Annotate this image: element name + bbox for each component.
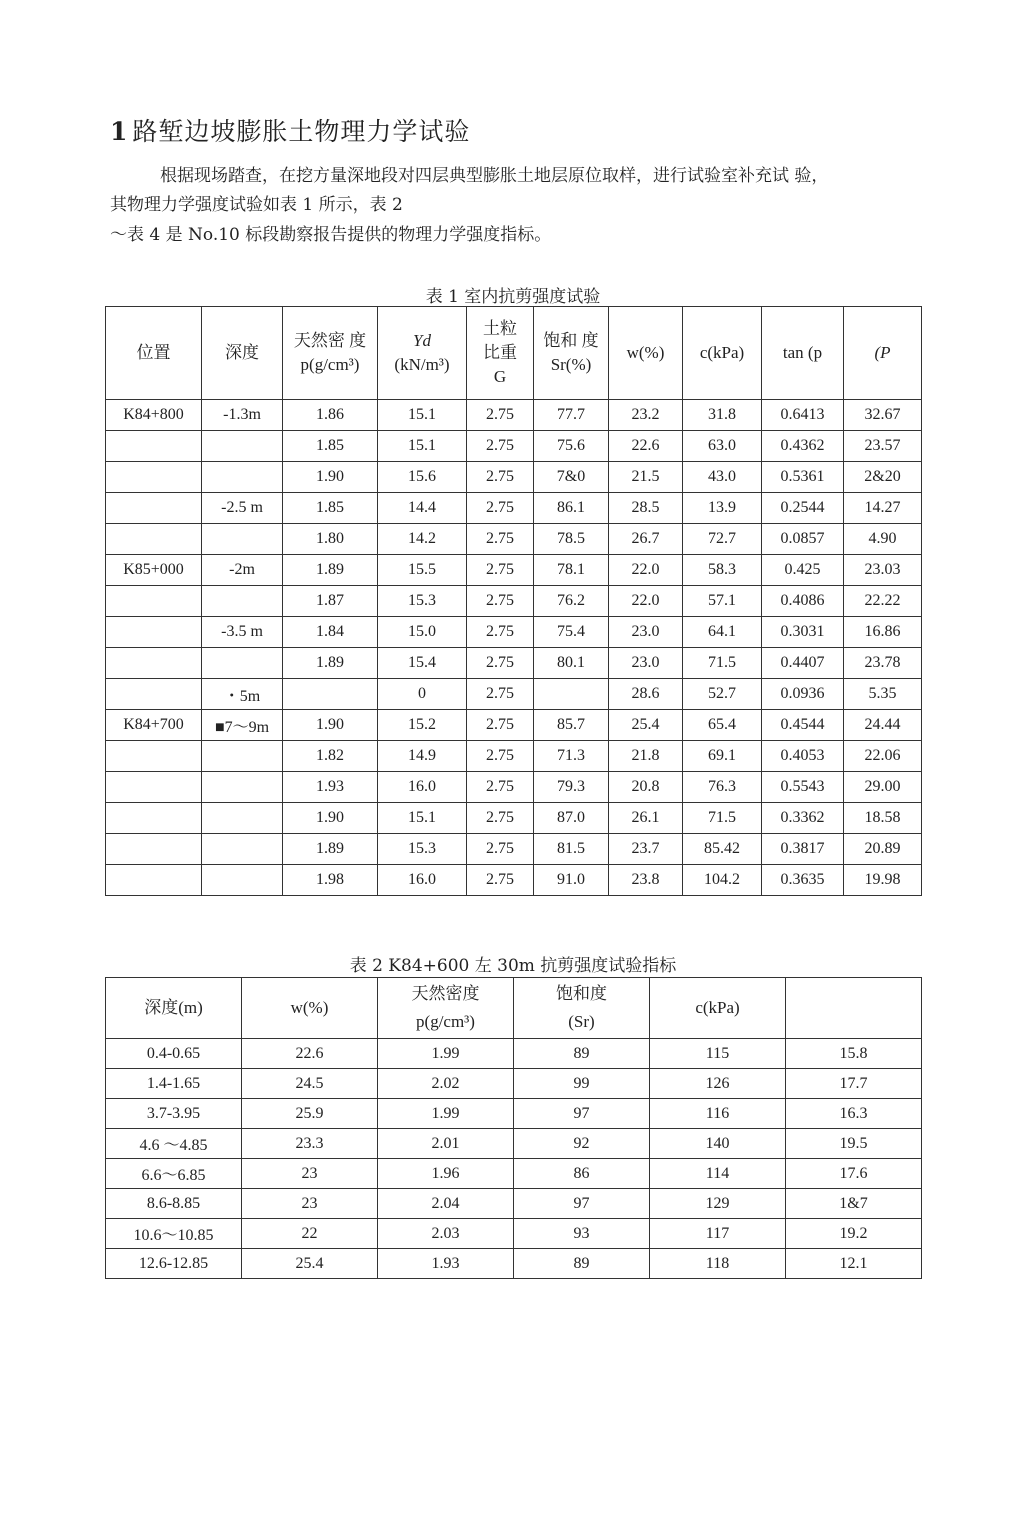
table1-cell: 15.6 bbox=[378, 462, 467, 493]
table1-cell: 2.75 bbox=[467, 555, 534, 586]
table1-cell: 7&0 bbox=[534, 462, 609, 493]
table1-cell: 104.2 bbox=[683, 865, 762, 896]
table1-cell: 28.5 bbox=[609, 493, 683, 524]
table1-cell: 87.0 bbox=[534, 803, 609, 834]
table1-cell: 0.5543 bbox=[762, 772, 844, 803]
table2-cell: 3.7-3.95 bbox=[106, 1099, 242, 1129]
table1-cell: 15.2 bbox=[378, 710, 467, 741]
table1-cell bbox=[106, 679, 202, 710]
table1-cell: 91.0 bbox=[534, 865, 609, 896]
table1-cell: 23.03 bbox=[844, 555, 922, 586]
table1-header-cell: 天然密 度 p(g/cm³) bbox=[283, 307, 378, 400]
table1-row bbox=[106, 400, 922, 431]
table1-caption: 表 1 室内抗剪强度试验 bbox=[425, 287, 601, 307]
table1-cell: -1.3m bbox=[202, 400, 283, 431]
table1-cell bbox=[202, 803, 283, 834]
table2-cell: 89 bbox=[514, 1039, 650, 1069]
table1-cell: 23.0 bbox=[609, 648, 683, 679]
table2-cell: 19.5 bbox=[786, 1129, 922, 1159]
table1-cell: 23.78 bbox=[844, 648, 922, 679]
table2-cell: 126 bbox=[650, 1069, 786, 1099]
table2-cell: 89 bbox=[514, 1249, 650, 1279]
table2-row bbox=[106, 1129, 922, 1159]
table1-row bbox=[106, 834, 922, 865]
table1-cell: 15.5 bbox=[378, 555, 467, 586]
table1-cell: 1.85 bbox=[283, 493, 378, 524]
section-number: 1 bbox=[110, 117, 129, 146]
table1-cell: 0.0857 bbox=[762, 524, 844, 555]
paragraph-line-2: 其物理力学强度试验如表 1 所示，表 2 bbox=[110, 195, 403, 215]
table1-cell: 16.86 bbox=[844, 617, 922, 648]
table1-row bbox=[106, 617, 922, 648]
table2-header-cell: 天然密度 p(g/cm³) bbox=[378, 978, 514, 1039]
table1-cell bbox=[106, 431, 202, 462]
table1-cell: 22.06 bbox=[844, 741, 922, 772]
table1-row bbox=[106, 493, 922, 524]
table1-cell: K85+000 bbox=[106, 555, 202, 586]
table1-cell: 4.90 bbox=[844, 524, 922, 555]
table1-cell: 15.4 bbox=[378, 648, 467, 679]
table1-cell bbox=[106, 772, 202, 803]
table1-cell: 19.98 bbox=[844, 865, 922, 896]
table2-header-cell: 饱和度 (Sr) bbox=[514, 978, 650, 1039]
table2-cell: 1.93 bbox=[378, 1249, 514, 1279]
table1-cell: 1.84 bbox=[283, 617, 378, 648]
table1-cell bbox=[106, 834, 202, 865]
table1-cell: 1.93 bbox=[283, 772, 378, 803]
table1-cell bbox=[202, 865, 283, 896]
table1-cell: 2.75 bbox=[467, 617, 534, 648]
table1-row bbox=[106, 586, 922, 617]
table1-cell: 0.4407 bbox=[762, 648, 844, 679]
table2-cell: 1&7 bbox=[786, 1189, 922, 1219]
table2-cell: 25.4 bbox=[242, 1249, 378, 1279]
table1-cell: 2.75 bbox=[467, 741, 534, 772]
table1-cell: 20.8 bbox=[609, 772, 683, 803]
table1-cell: 77.7 bbox=[534, 400, 609, 431]
table1-cell bbox=[106, 741, 202, 772]
table1-cell: 63.0 bbox=[683, 431, 762, 462]
table1-cell: -3.5 m bbox=[202, 617, 283, 648]
table2-cell: 86 bbox=[514, 1159, 650, 1189]
table1-cell: 14.4 bbox=[378, 493, 467, 524]
table1-cell bbox=[106, 524, 202, 555]
table1-cell: 78.1 bbox=[534, 555, 609, 586]
table2-header-row bbox=[106, 978, 922, 1039]
table1-cell: 15.0 bbox=[378, 617, 467, 648]
table1-cell: 65.4 bbox=[683, 710, 762, 741]
table1-cell: 76.2 bbox=[534, 586, 609, 617]
table1-cell: 1.85 bbox=[283, 431, 378, 462]
table2-cell: 129 bbox=[650, 1189, 786, 1219]
table1-header-cell: 位置 bbox=[106, 307, 202, 400]
table2-cell: 24.5 bbox=[242, 1069, 378, 1099]
table1-cell: 1.89 bbox=[283, 648, 378, 679]
table1-cell: 22.22 bbox=[844, 586, 922, 617]
table2-row bbox=[106, 1219, 922, 1249]
table1-cell: 71.5 bbox=[683, 648, 762, 679]
table2-cell: 22 bbox=[242, 1219, 378, 1249]
table2-cell: 8.6-8.85 bbox=[106, 1189, 242, 1219]
table1-cell: 78.5 bbox=[534, 524, 609, 555]
table1-cell: 1.86 bbox=[283, 400, 378, 431]
table1-cell bbox=[106, 865, 202, 896]
table2-cell: 6.6～6.85 bbox=[106, 1159, 242, 1189]
table1-cell: 1.89 bbox=[283, 555, 378, 586]
table1-cell: 43.0 bbox=[683, 462, 762, 493]
table1-cell: 75.6 bbox=[534, 431, 609, 462]
table1-cell: 22.0 bbox=[609, 586, 683, 617]
table2-cell: 0.4-0.65 bbox=[106, 1039, 242, 1069]
table1-cell: 14.27 bbox=[844, 493, 922, 524]
table1-cell: 57.1 bbox=[683, 586, 762, 617]
table1-cell: 14.2 bbox=[378, 524, 467, 555]
table2-cell: 1.99 bbox=[378, 1039, 514, 1069]
table1-cell: 15.1 bbox=[378, 431, 467, 462]
table1-cell bbox=[106, 617, 202, 648]
table2-cell: 2.01 bbox=[378, 1129, 514, 1159]
table1-cell: 58.3 bbox=[683, 555, 762, 586]
table1-cell bbox=[202, 431, 283, 462]
table2-header-cell: w(%) bbox=[242, 978, 378, 1039]
table1-cell: 71.3 bbox=[534, 741, 609, 772]
table1-cell: 15.3 bbox=[378, 586, 467, 617]
table2-row bbox=[106, 1249, 922, 1279]
table1-row bbox=[106, 648, 922, 679]
table1-cell: 1.87 bbox=[283, 586, 378, 617]
table1-cell: 21.5 bbox=[609, 462, 683, 493]
table1-cell: 2.75 bbox=[467, 679, 534, 710]
table1-row bbox=[106, 555, 922, 586]
table2-cell: 15.8 bbox=[786, 1039, 922, 1069]
table1-cell: 23.0 bbox=[609, 617, 683, 648]
table1-cell: 1.89 bbox=[283, 834, 378, 865]
table2-cell: 19.2 bbox=[786, 1219, 922, 1249]
table2-cell: 22.6 bbox=[242, 1039, 378, 1069]
table1-cell bbox=[534, 679, 609, 710]
table1-cell: 80.1 bbox=[534, 648, 609, 679]
table1-cell bbox=[106, 648, 202, 679]
table2-cell: 23.3 bbox=[242, 1129, 378, 1159]
table1-cell bbox=[106, 493, 202, 524]
table1-cell: 75.4 bbox=[534, 617, 609, 648]
table1-cell: 21.8 bbox=[609, 741, 683, 772]
table1-header-row bbox=[106, 307, 922, 400]
table1-cell: 2.75 bbox=[467, 431, 534, 462]
table1-row bbox=[106, 710, 922, 741]
table1-cell: 23.8 bbox=[609, 865, 683, 896]
table2-cell: 116 bbox=[650, 1099, 786, 1129]
table1-cell: 16.0 bbox=[378, 772, 467, 803]
table1-header-cell: 深度 bbox=[202, 307, 283, 400]
table1-cell: 0.5361 bbox=[762, 462, 844, 493]
table2-cell: 16.3 bbox=[786, 1099, 922, 1129]
section-heading bbox=[110, 112, 470, 148]
table1-row bbox=[106, 865, 922, 896]
table1-cell: -2.5 m bbox=[202, 493, 283, 524]
table1-cell: 22.0 bbox=[609, 555, 683, 586]
table2-cell: 17.7 bbox=[786, 1069, 922, 1099]
table1-cell: 1.90 bbox=[283, 803, 378, 834]
table1-cell: 2.75 bbox=[467, 648, 534, 679]
table2-row bbox=[106, 1069, 922, 1099]
table1-cell bbox=[283, 679, 378, 710]
table1-cell: 22.6 bbox=[609, 431, 683, 462]
table1-cell: 2&20 bbox=[844, 462, 922, 493]
table1-cell: 1.90 bbox=[283, 462, 378, 493]
table1-cell bbox=[202, 772, 283, 803]
table1-row bbox=[106, 524, 922, 555]
table2-cell: 23 bbox=[242, 1159, 378, 1189]
table1-cell: 28.6 bbox=[609, 679, 683, 710]
table1-cell: 0.2544 bbox=[762, 493, 844, 524]
table1-cell: 1.98 bbox=[283, 865, 378, 896]
table1-cell: 72.7 bbox=[683, 524, 762, 555]
table1-cell: 1.90 bbox=[283, 710, 378, 741]
table1-cell: 64.1 bbox=[683, 617, 762, 648]
table1-cell: ■7～9m bbox=[202, 710, 283, 741]
table2-cell: 115 bbox=[650, 1039, 786, 1069]
table1-cell: 2.75 bbox=[467, 400, 534, 431]
table1-cell: 26.1 bbox=[609, 803, 683, 834]
table1-cell: 15.1 bbox=[378, 400, 467, 431]
table1-header-cell: tan (p bbox=[762, 307, 844, 400]
table2-row bbox=[106, 1099, 922, 1129]
table2-cell: 25.9 bbox=[242, 1099, 378, 1129]
table1-cell: 0.3031 bbox=[762, 617, 844, 648]
table1-row bbox=[106, 803, 922, 834]
table1-cell bbox=[106, 586, 202, 617]
table1-cell: 2.75 bbox=[467, 772, 534, 803]
table1-cell: 29.00 bbox=[844, 772, 922, 803]
table1-cell: 31.8 bbox=[683, 400, 762, 431]
table2-cell: 140 bbox=[650, 1129, 786, 1159]
table2-k84-600-shear-strength bbox=[105, 977, 922, 1279]
table1-cell: 16.0 bbox=[378, 865, 467, 896]
table1-row bbox=[106, 462, 922, 493]
table1-cell: 15.1 bbox=[378, 803, 467, 834]
table1-cell bbox=[202, 462, 283, 493]
table1-cell: 85.42 bbox=[683, 834, 762, 865]
table1-cell: 13.9 bbox=[683, 493, 762, 524]
table1-cell: 0.3362 bbox=[762, 803, 844, 834]
table2-cell: 117 bbox=[650, 1219, 786, 1249]
table1-cell: ・5m bbox=[202, 679, 283, 710]
table1-cell bbox=[202, 741, 283, 772]
table1-cell: 32.67 bbox=[844, 400, 922, 431]
table1-cell: 0.6413 bbox=[762, 400, 844, 431]
table1-cell: 2.75 bbox=[467, 586, 534, 617]
table1-cell: 86.1 bbox=[534, 493, 609, 524]
table1-cell: 52.7 bbox=[683, 679, 762, 710]
table2-cell: 12.6-12.85 bbox=[106, 1249, 242, 1279]
table2-cell: 17.6 bbox=[786, 1159, 922, 1189]
table2-cell: 23 bbox=[242, 1189, 378, 1219]
table1-cell: 2.75 bbox=[467, 710, 534, 741]
table1-cell: 25.4 bbox=[609, 710, 683, 741]
table1-cell: -2m bbox=[202, 555, 283, 586]
table1-cell bbox=[202, 648, 283, 679]
table1-cell: 2.75 bbox=[467, 803, 534, 834]
table2-cell: 1.99 bbox=[378, 1099, 514, 1129]
table1-shear-strength bbox=[105, 306, 922, 896]
paragraph-line-3: ～表 4 是 No.10 标段勘察报告提供的物理力学强度指标。 bbox=[110, 225, 552, 245]
table1-row bbox=[106, 679, 922, 710]
table1-cell: 1.80 bbox=[283, 524, 378, 555]
table1-cell: 85.7 bbox=[534, 710, 609, 741]
table1-header-cell: (P bbox=[844, 307, 922, 400]
table2-header-cell: c(kPa) bbox=[650, 978, 786, 1039]
table2-row bbox=[106, 1039, 922, 1069]
table1-cell: 18.58 bbox=[844, 803, 922, 834]
table2-header-cell: 深度(m) bbox=[106, 978, 242, 1039]
table1-cell: 71.5 bbox=[683, 803, 762, 834]
table2-cell: 10.6～10.85 bbox=[106, 1219, 242, 1249]
table1-cell: 23.57 bbox=[844, 431, 922, 462]
paragraph-line-1: 根据现场踏查，在挖方量深地段对四层典型膨胀土地层原位取样，进行试验室补充试 验， bbox=[160, 166, 829, 186]
table1-row bbox=[106, 431, 922, 462]
table2-body bbox=[106, 1039, 922, 1279]
table1-cell: K84+800 bbox=[106, 400, 202, 431]
table2-cell: 1.96 bbox=[378, 1159, 514, 1189]
table1-row bbox=[106, 741, 922, 772]
table1-cell: 15.3 bbox=[378, 834, 467, 865]
table1-cell: 5.35 bbox=[844, 679, 922, 710]
table2-cell: 97 bbox=[514, 1099, 650, 1129]
table1-cell: 0.3817 bbox=[762, 834, 844, 865]
table2-cell: 92 bbox=[514, 1129, 650, 1159]
table1-cell: 79.3 bbox=[534, 772, 609, 803]
table1-row bbox=[106, 772, 922, 803]
table1-header-cell: 土粒 比重 G bbox=[467, 307, 534, 400]
table2-cell: 2.03 bbox=[378, 1219, 514, 1249]
section-title: 路堑边坡膨胀土物理力学试验 bbox=[132, 117, 471, 146]
table1-cell: 23.2 bbox=[609, 400, 683, 431]
table1-cell: 0.4086 bbox=[762, 586, 844, 617]
table1-cell: 0.3635 bbox=[762, 865, 844, 896]
table2-cell: 97 bbox=[514, 1189, 650, 1219]
table1-cell: 0.4544 bbox=[762, 710, 844, 741]
table1-header-cell: w(%) bbox=[609, 307, 683, 400]
table1-cell bbox=[202, 834, 283, 865]
table2-cell: 93 bbox=[514, 1219, 650, 1249]
table2-cell: 118 bbox=[650, 1249, 786, 1279]
table2-cell: 2.04 bbox=[378, 1189, 514, 1219]
table2-row bbox=[106, 1159, 922, 1189]
table1-cell: 0.0936 bbox=[762, 679, 844, 710]
table1-cell: 20.89 bbox=[844, 834, 922, 865]
table1-cell bbox=[106, 803, 202, 834]
table2-row bbox=[106, 1189, 922, 1219]
table1-header-cell: 饱和 度 Sr(%) bbox=[534, 307, 609, 400]
table2-cell: 114 bbox=[650, 1159, 786, 1189]
table1-cell: 76.3 bbox=[683, 772, 762, 803]
table1-cell: 23.7 bbox=[609, 834, 683, 865]
table1-cell: 81.5 bbox=[534, 834, 609, 865]
table2-cell: 99 bbox=[514, 1069, 650, 1099]
table1-cell: 2.75 bbox=[467, 493, 534, 524]
table1-cell: 2.75 bbox=[467, 462, 534, 493]
table1-cell: 24.44 bbox=[844, 710, 922, 741]
table1-cell: K84+700 bbox=[106, 710, 202, 741]
table2-caption: 表 2 K84+600 左 30m 抗剪强度试验指标 bbox=[349, 956, 677, 976]
table1-cell bbox=[202, 586, 283, 617]
table2-cell: 1.4-1.65 bbox=[106, 1069, 242, 1099]
table1-cell: 26.7 bbox=[609, 524, 683, 555]
table1-cell: 0.4362 bbox=[762, 431, 844, 462]
table1-cell: 2.75 bbox=[467, 865, 534, 896]
table1-cell: 2.75 bbox=[467, 524, 534, 555]
table1-cell: 2.75 bbox=[467, 834, 534, 865]
table1-body bbox=[106, 400, 922, 896]
table1-cell: 0.4053 bbox=[762, 741, 844, 772]
table2-cell: 4.6 ～4.85 bbox=[106, 1129, 242, 1159]
table2-cell: 12.1 bbox=[786, 1249, 922, 1279]
table1-cell: 0.425 bbox=[762, 555, 844, 586]
table1-cell: 0 bbox=[378, 679, 467, 710]
table1-cell: 69.1 bbox=[683, 741, 762, 772]
table2-cell: 2.02 bbox=[378, 1069, 514, 1099]
table1-cell bbox=[202, 524, 283, 555]
table1-header-cell: c(kPa) bbox=[683, 307, 762, 400]
table1-cell bbox=[106, 462, 202, 493]
table1-cell: 14.9 bbox=[378, 741, 467, 772]
table1-cell: 1.82 bbox=[283, 741, 378, 772]
table1-header-cell: Yd (kN/m³) bbox=[378, 307, 467, 400]
table2-header-cell bbox=[786, 978, 922, 1039]
